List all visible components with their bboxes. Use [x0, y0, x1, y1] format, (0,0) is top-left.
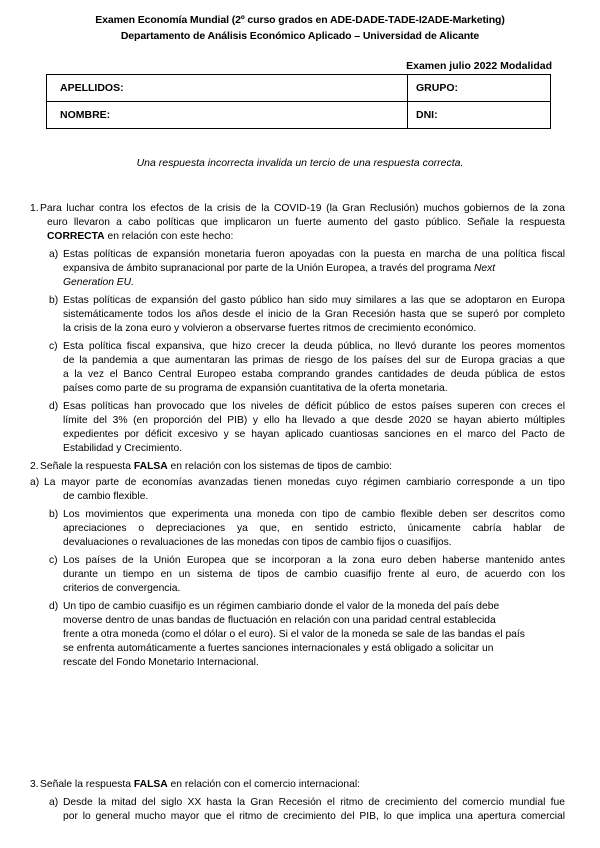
option-line: devaluaciones o revaluaciones de las monedas con tipos de cambio fijos o cuasifijos. [63, 537, 452, 548]
option-line: moverse dentro de unas bandas de fluctuación en relación con una paridad central establecida [63, 615, 496, 626]
option-line: Un tipo de cambio cuasifijo es un régimen cambiario donde el valor de la moneda del país debe [63, 601, 500, 612]
question-number: 3. [30, 779, 39, 790]
option-letter: b) [49, 295, 59, 306]
question-stem-line: Para luchar contra los efectos de la crisis de la COVID-19 (la Gran Reclusión) muchos gobiernos de la zona [40, 203, 565, 214]
question-stem-line: euro llevaron a cabo políticas que implicaron un fuerte aumento del gasto público. Señale la respuesta [47, 217, 565, 228]
dni-label: DNI: [416, 109, 438, 121]
option-line: frente a otra moneda (como el dólar o el euro). Si el valor de la moneda se sale de las bandas el país [63, 629, 525, 640]
option-line: Esas políticas han provocado que los niveles de déficit público de estos países superen con creces el [63, 401, 565, 412]
department-title: Departamento de Análisis Económico Aplicado – Universidad de Alicante [120, 30, 480, 42]
option-line: expedientes por déficit excesivo y se hayan aplicado cuantiosas sanciones en el marco del Pacto de [63, 429, 565, 440]
option-line: durante un tiempo en un sistema de tipos de cambio cuasifijo frente al euro, de acuerdo con los [63, 569, 565, 580]
question-keyword: FALSA [133, 779, 168, 790]
option-line: a la vez el Banco Central Europeo estaba comprando grandes cantidades de deuda pública de estos [63, 369, 565, 380]
option-letter: d) [49, 401, 59, 412]
option-line: rescate del Fondo Monetario Internacional. [63, 657, 259, 668]
option-letter: a) [49, 249, 59, 260]
question-keyword: FALSA [133, 461, 168, 472]
option-letter: c) [49, 555, 58, 566]
question-stem-line: Señale la respuesta FALSA en relación con el comercio internacional: [40, 779, 360, 790]
option-line: la crisis de la zona euro y volvieron a observarse fuertes ritmos de crecimiento económico. [63, 323, 477, 334]
question-stem-line: Señale la respuesta FALSA en relación con los sistemas de tipos de cambio: [40, 461, 393, 472]
grupo-label: GRUPO: [416, 82, 458, 94]
table-divider [407, 75, 408, 128]
option-line: La mayor parte de economías avanzadas tienen monedas cuyo régimen cambiario corresponde a un tipo [44, 477, 565, 488]
option-line: de la pandemia a que aumentaran las primas de riesgo de los países del sur de Europa gracias a que [63, 355, 565, 366]
question-stem-line: CORRECTA en relación con este hecho: [47, 231, 234, 242]
id-row-1 [47, 75, 550, 102]
option-line: Desde la mitad del siglo XX hasta la Gran Recesión el ritmo de crecimiento del comercio mundial fue [63, 797, 565, 808]
nombre-label: NOMBRE: [60, 109, 111, 121]
exam-title: Examen Economía Mundial (2º curso grados en ADE-DADE-TADE-I2ADE-Marketing) [95, 14, 505, 26]
option-line: se enfrenta automáticamente a fuertes sanciones internacionales y está obligado a solicitar un [63, 643, 494, 654]
option-letter: d) [49, 601, 59, 612]
option-letter: b) [49, 509, 59, 520]
option-line: expansiva de ámbito supranacional por parte de la Unión Europea, a través del programa Next [63, 263, 496, 274]
option-line: Estas políticas de expansión del gasto público han sido muy similares a las que se adoptaron en Europa [63, 295, 565, 306]
option-line: límite del 3% (en proporción del PIB) y ello ha llevado a que desde 2020 se hayan abierto múltiples [63, 415, 565, 426]
scoring-notice: Una respuesta incorrecta invalida un tercio de una respuesta correcta. [136, 157, 464, 169]
apellidos-label: APELLIDOS: [60, 82, 124, 94]
question-number: 2. [30, 461, 39, 472]
option-letter: a) [49, 797, 59, 808]
option-line: Estas políticas de expansión monetaria fueron apoyadas con la puesta en marcha de una política fiscal [63, 249, 565, 260]
question-keyword: CORRECTA [47, 231, 105, 242]
option-line: de cambio flexible. [63, 491, 149, 502]
option-letter: a) [30, 477, 40, 488]
option-letter: c) [49, 341, 58, 352]
student-id-table [46, 74, 551, 129]
option-line: por lo general mucho mayor que el ritmo de crecimiento del PIB, lo que implica una apertura comercial [63, 811, 565, 822]
exam-date: Examen julio 2022 Modalidad [406, 60, 552, 72]
question-number: 1. [30, 203, 39, 214]
option-line: sistemáticamente todos los años desde el inicio de la Gran Recesión hasta que se superó por completo [63, 309, 565, 320]
id-row-2 [47, 102, 550, 129]
option-line: criterios de convergencia. [63, 583, 181, 594]
option-line: Los países de la Unión Europea que se incorporan a la zona euro deben haberse mantenido antes [63, 555, 565, 566]
option-line: Estabilidad y Crecimiento. [63, 443, 183, 454]
option-line: países como parte de su programa de expansión cuantitativa de la oferta monetaria. [63, 383, 448, 394]
option-line: Esta política fiscal expansiva, que hizo crecer la deuda pública, no llevó durante los peores momentos [63, 341, 565, 352]
option-italic: Next [474, 263, 496, 274]
option-line: Generation EU. [63, 277, 134, 288]
option-line: apreciaciones o depreciaciones ya que, en sentido estricto, únicamente cabría hablar de [63, 523, 565, 534]
option-line: Los movimientos que experimenta una moneda con tipo de cambio flexible deben ser descritos como [63, 509, 565, 520]
